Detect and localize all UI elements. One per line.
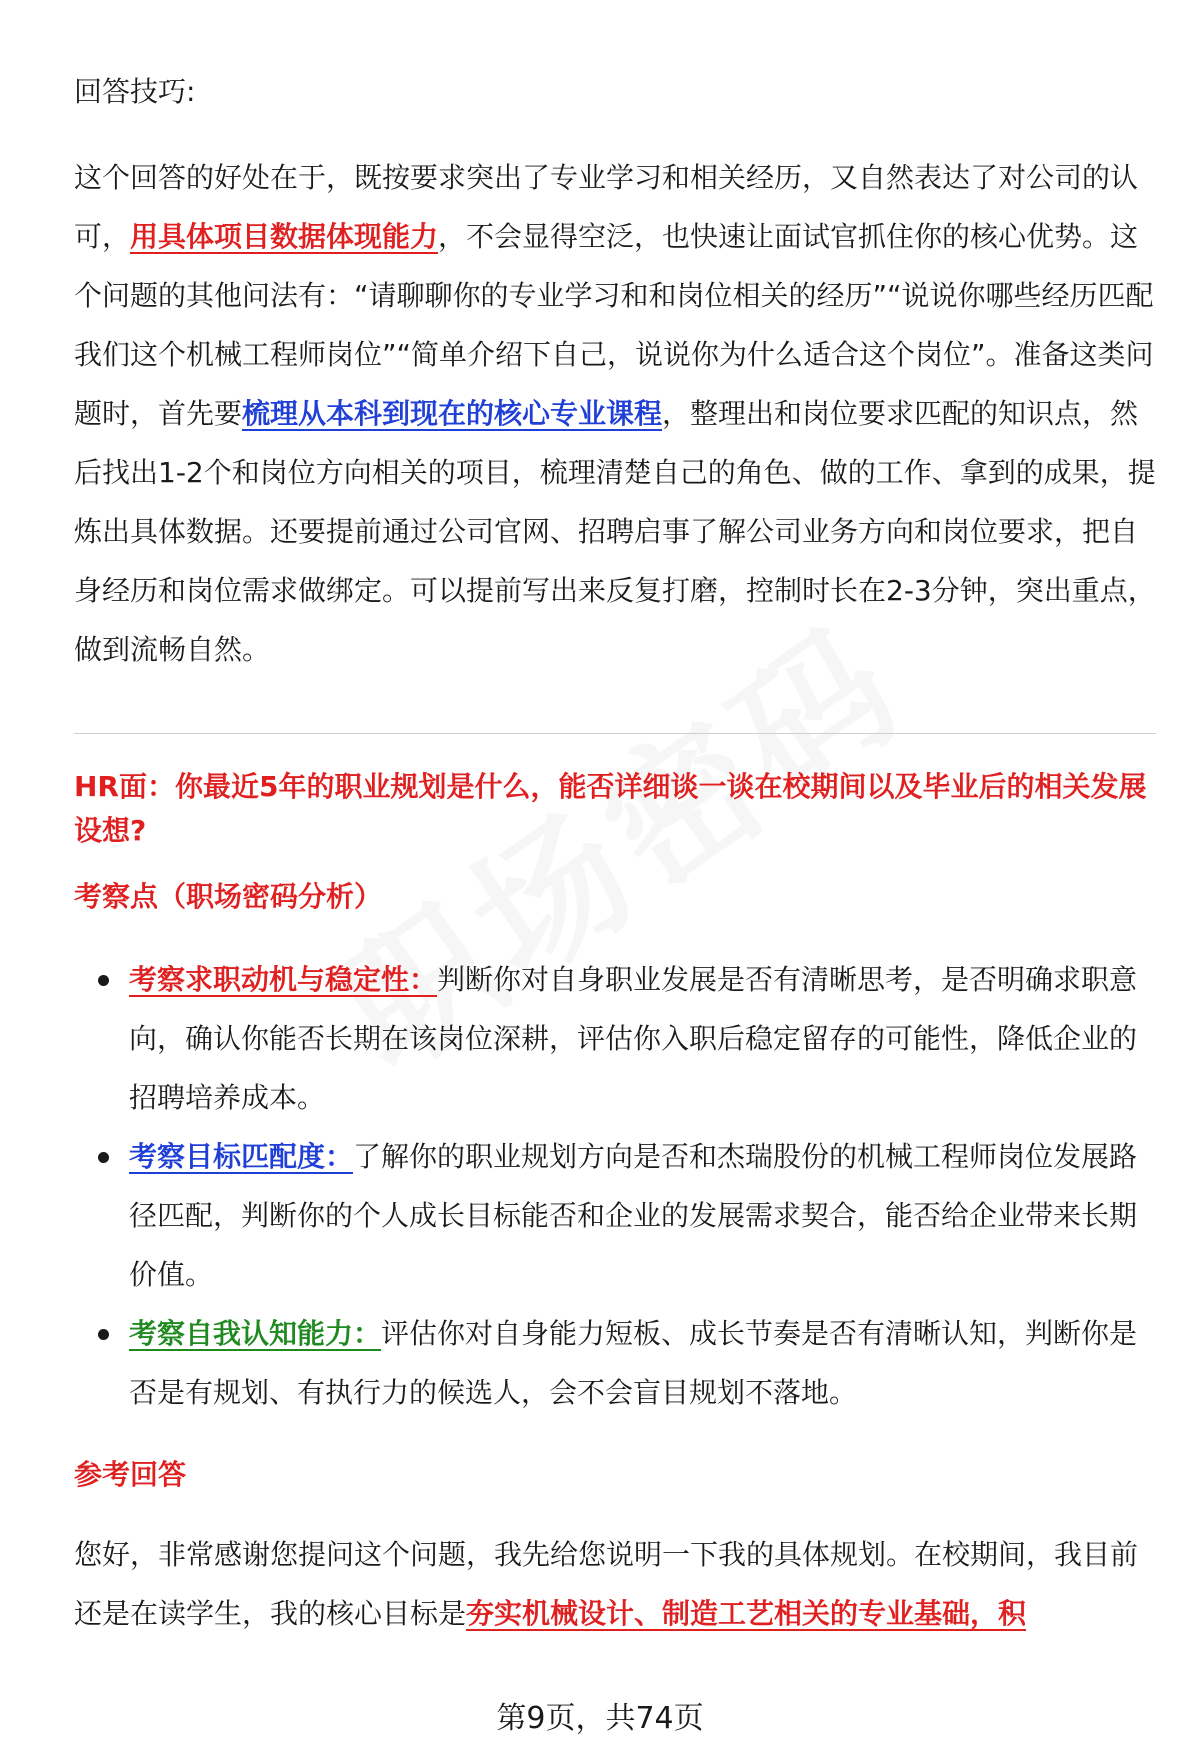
kaocha-title: 考察点（职场密码分析） bbox=[74, 880, 383, 913]
page-number: 第9页，共74页 bbox=[496, 1701, 704, 1736]
point-text: 判断你对自身职业发展是否有清晰思考，是否明确求职意向，确认你能否长期在该岗位深耕，评估你入职后稳定留存的可能性，降低企业的招聘培养成本。 bbox=[129, 963, 1138, 1114]
bullet-icon bbox=[98, 1152, 109, 1163]
point-keyword: 考察自我认知能力： bbox=[129, 1317, 382, 1350]
hr-question-heading: HR面：你最近5年的职业规划是什么，能否详细谈一谈在校期间以及毕业后的相关发展设想? bbox=[74, 770, 1147, 847]
tips-label: 回答技巧: bbox=[74, 75, 196, 108]
bullet-icon bbox=[98, 975, 109, 986]
point-keyword: 考察目标匹配度： bbox=[129, 1140, 354, 1173]
tips-text: ，不会显得空泛，也快速让面试官抓住你的核心优势。这个问题的其他问法有：“请聊聊你的专业学习和和岗位相关的经历”“说说你哪些经历匹配我们这个机械工程师岗位”“简单介绍下自己，说说你为什么适合这个岗位”。准备这类问题时，首先要 bbox=[74, 220, 1154, 430]
section-divider bbox=[74, 733, 1156, 734]
reference-text: 您好，非常感谢您提问这个问题，我先给您说明一下我的具体规划。在校期间，我目前还是在读学生，我的核心目标是 bbox=[74, 1538, 1139, 1630]
list-item bbox=[74, 1127, 1156, 1304]
tips-text: 这个回答的好处在于，既按要求突出了专业学习和相关经历，又自然表达了对公司的认可， bbox=[74, 161, 1139, 253]
tips-paragraph bbox=[74, 148, 1156, 679]
bullet-icon bbox=[98, 1329, 109, 1340]
tips-highlight-red: 用具体项目数据体现能力 bbox=[130, 220, 439, 253]
point-text: 评估你对自身能力短板、成长节奏是否有清晰认知，判断你是否是有规划、有执行力的候选人，会不会盲目规划不落地。 bbox=[129, 1317, 1138, 1409]
reference-paragraph bbox=[74, 1525, 1156, 1643]
tips-text: ，整理出和岗位要求匹配的知识点，然后找出1-2个和岗位方向相关的项目，梳理清楚自己的角色、做的工作、拿到的成果，提炼出具体数据。还要提前通过公司官网、招聘启事了解公司业务方向和岗位要求，把自身经历和岗位需求做绑定。可以提前写出来反复打磨，控制时长在2-3分钟，突出重点，做到流畅自然。 bbox=[74, 397, 1156, 666]
reference-title: 参考回答 bbox=[74, 1458, 187, 1491]
list-item bbox=[74, 1304, 1156, 1422]
point-keyword: 考察求职动机与稳定性： bbox=[129, 963, 438, 996]
list-item bbox=[74, 950, 1156, 1127]
point-text: 了解你的职业规划方向是否和杰瑞股份的机械工程师岗位发展路径匹配，判断你的个人成长目标能否和企业的发展需求契合，能否给企业带来长期价值。 bbox=[129, 1140, 1138, 1291]
reference-highlight-red: 夯实机械设计、制造工艺相关的专业基础，积 bbox=[466, 1597, 1027, 1630]
tips-highlight-blue: 梳理从本科到现在的核心专业课程 bbox=[242, 397, 663, 430]
kaocha-list bbox=[74, 950, 1156, 1422]
